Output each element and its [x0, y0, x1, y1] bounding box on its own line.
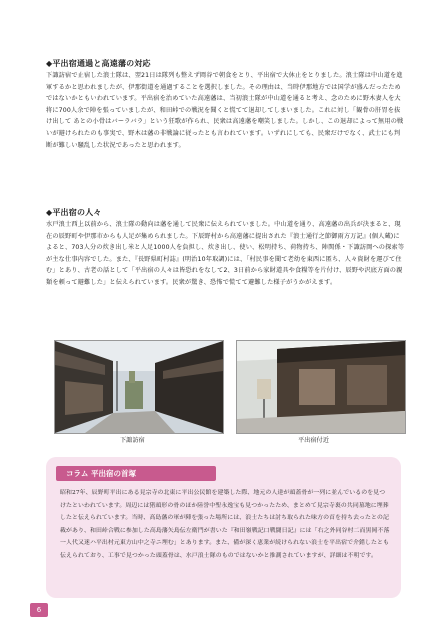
page-number: 6: [30, 603, 48, 617]
section-paragraph-passage: [46, 70, 406, 151]
photo-hiraide: [236, 340, 406, 434]
paragraph-text: 下諏訪宿で止宿した浪士隊は、翌21日は隊列も整えず岡谷で朝食をとり、平出宿で大休止をとりました。浪士隊は中山道を進軍するかと思われましたが、伊那街道を通過することを選択しました。その理由は、当時伊那地方では国学が盛んだったためではないかともいわれています。平出宿を治めていた高遠藩は、当初浪士隊が中山道を通ると考え、念のために野木妻人を大将に700人余で陣を張っていましたが、和田峠での戦況を聞くと慌てて退却してしまいました。これに対し「観骨の肝胃を抜け出して あとの小骨はバーラバラ」という狂歌が作られ、民衆は高遠藩を嘲笑しました。しかし、この退却によって無用の戦いが避けられたのも事実で、野木は藩の非戦論に従ったとも言われています。いずれにしても、民衆だけでなく、武士にも判断が難しい騒乱した状況であったと思われます。: [46, 72, 404, 149]
column-box: [46, 457, 401, 598]
street-photo-image: [55, 341, 223, 433]
column-title: コラム 平出宿の首塚: [56, 466, 216, 481]
section-heading-people: ◆平出宿の人々: [46, 208, 102, 217]
photo-caption-hiraide: 平出宿付近: [298, 437, 329, 444]
section-heading-passage: ◆平出宿通過と高遠藩の対応: [46, 59, 151, 68]
paragraph-text: 水戸浪士西上以前から、浪士隊の動向は藩を通して民衆に伝えられていました。中山道を通り、高遠藩の出兵が決まると、現在の辰野町や伊那市からも人足が集められました。下辰野村から高遠藩に提出された『浪士通行之節御雨方万記』(個人蔵)によると、703人分の炊き出し米と人足1000人を負担し、炊き出し、使い、松明持ち、荷物持ち、陣関係・下諏訪岡への探索等が主な仕事内容でした。また、『長野県町村誌』(明治10年取調)には、「村民事を聞て老幼を東西に匿ち、人々資財を運びて住む」とあり、古老の話として「平出宿の人々は皆恐れをなして2、3日前から家財道具や食糧等を片付け、辰野や沢底方面の親類を頼って避難した」と伝えられています。民衆が驚き、恐怖で慌てて避難した様子がうかがえます。: [46, 221, 405, 286]
section-paragraph-people: [46, 219, 406, 289]
building-photo-image: [237, 341, 405, 433]
photo-caption-shimosuwa: 下諏訪宿: [120, 437, 145, 444]
column-body: 昭和27年、辰野町平出にある見宗寺の北東に平出公民館を建築した際、地元の人達が頭蓋骨が一列に並んでいるのを見つけたといわれています。周辺には猪頭形の骨のほか陸誉中聖永逸宝も見つかったため、まとめて見宗寺裏の共同墓地に埋葬したと伝えられています。当時、高島藩の軍が陣を張った場所には、浪士たちは討ち取られた味方の首を持ち去ったとの記載があり、和田峠合戦に参加した高島藩矢島伝左衛門が書いた『和田嶺戦記口戦闘日記』には「右之外同谷村二而黒岡不落一人代又迷ハ平出村元東方山中之寺ニ埋む」とあります。また、備が深く恵業が続けられない浪士を平出宿で介錯したとも伝えられており、工事で見つかった頭蓋骨は、水戸浪士隊のものではないかと推測されていますが、詳細は不明です。: [60, 490, 390, 559]
photo-shimosuwa: [54, 340, 224, 434]
